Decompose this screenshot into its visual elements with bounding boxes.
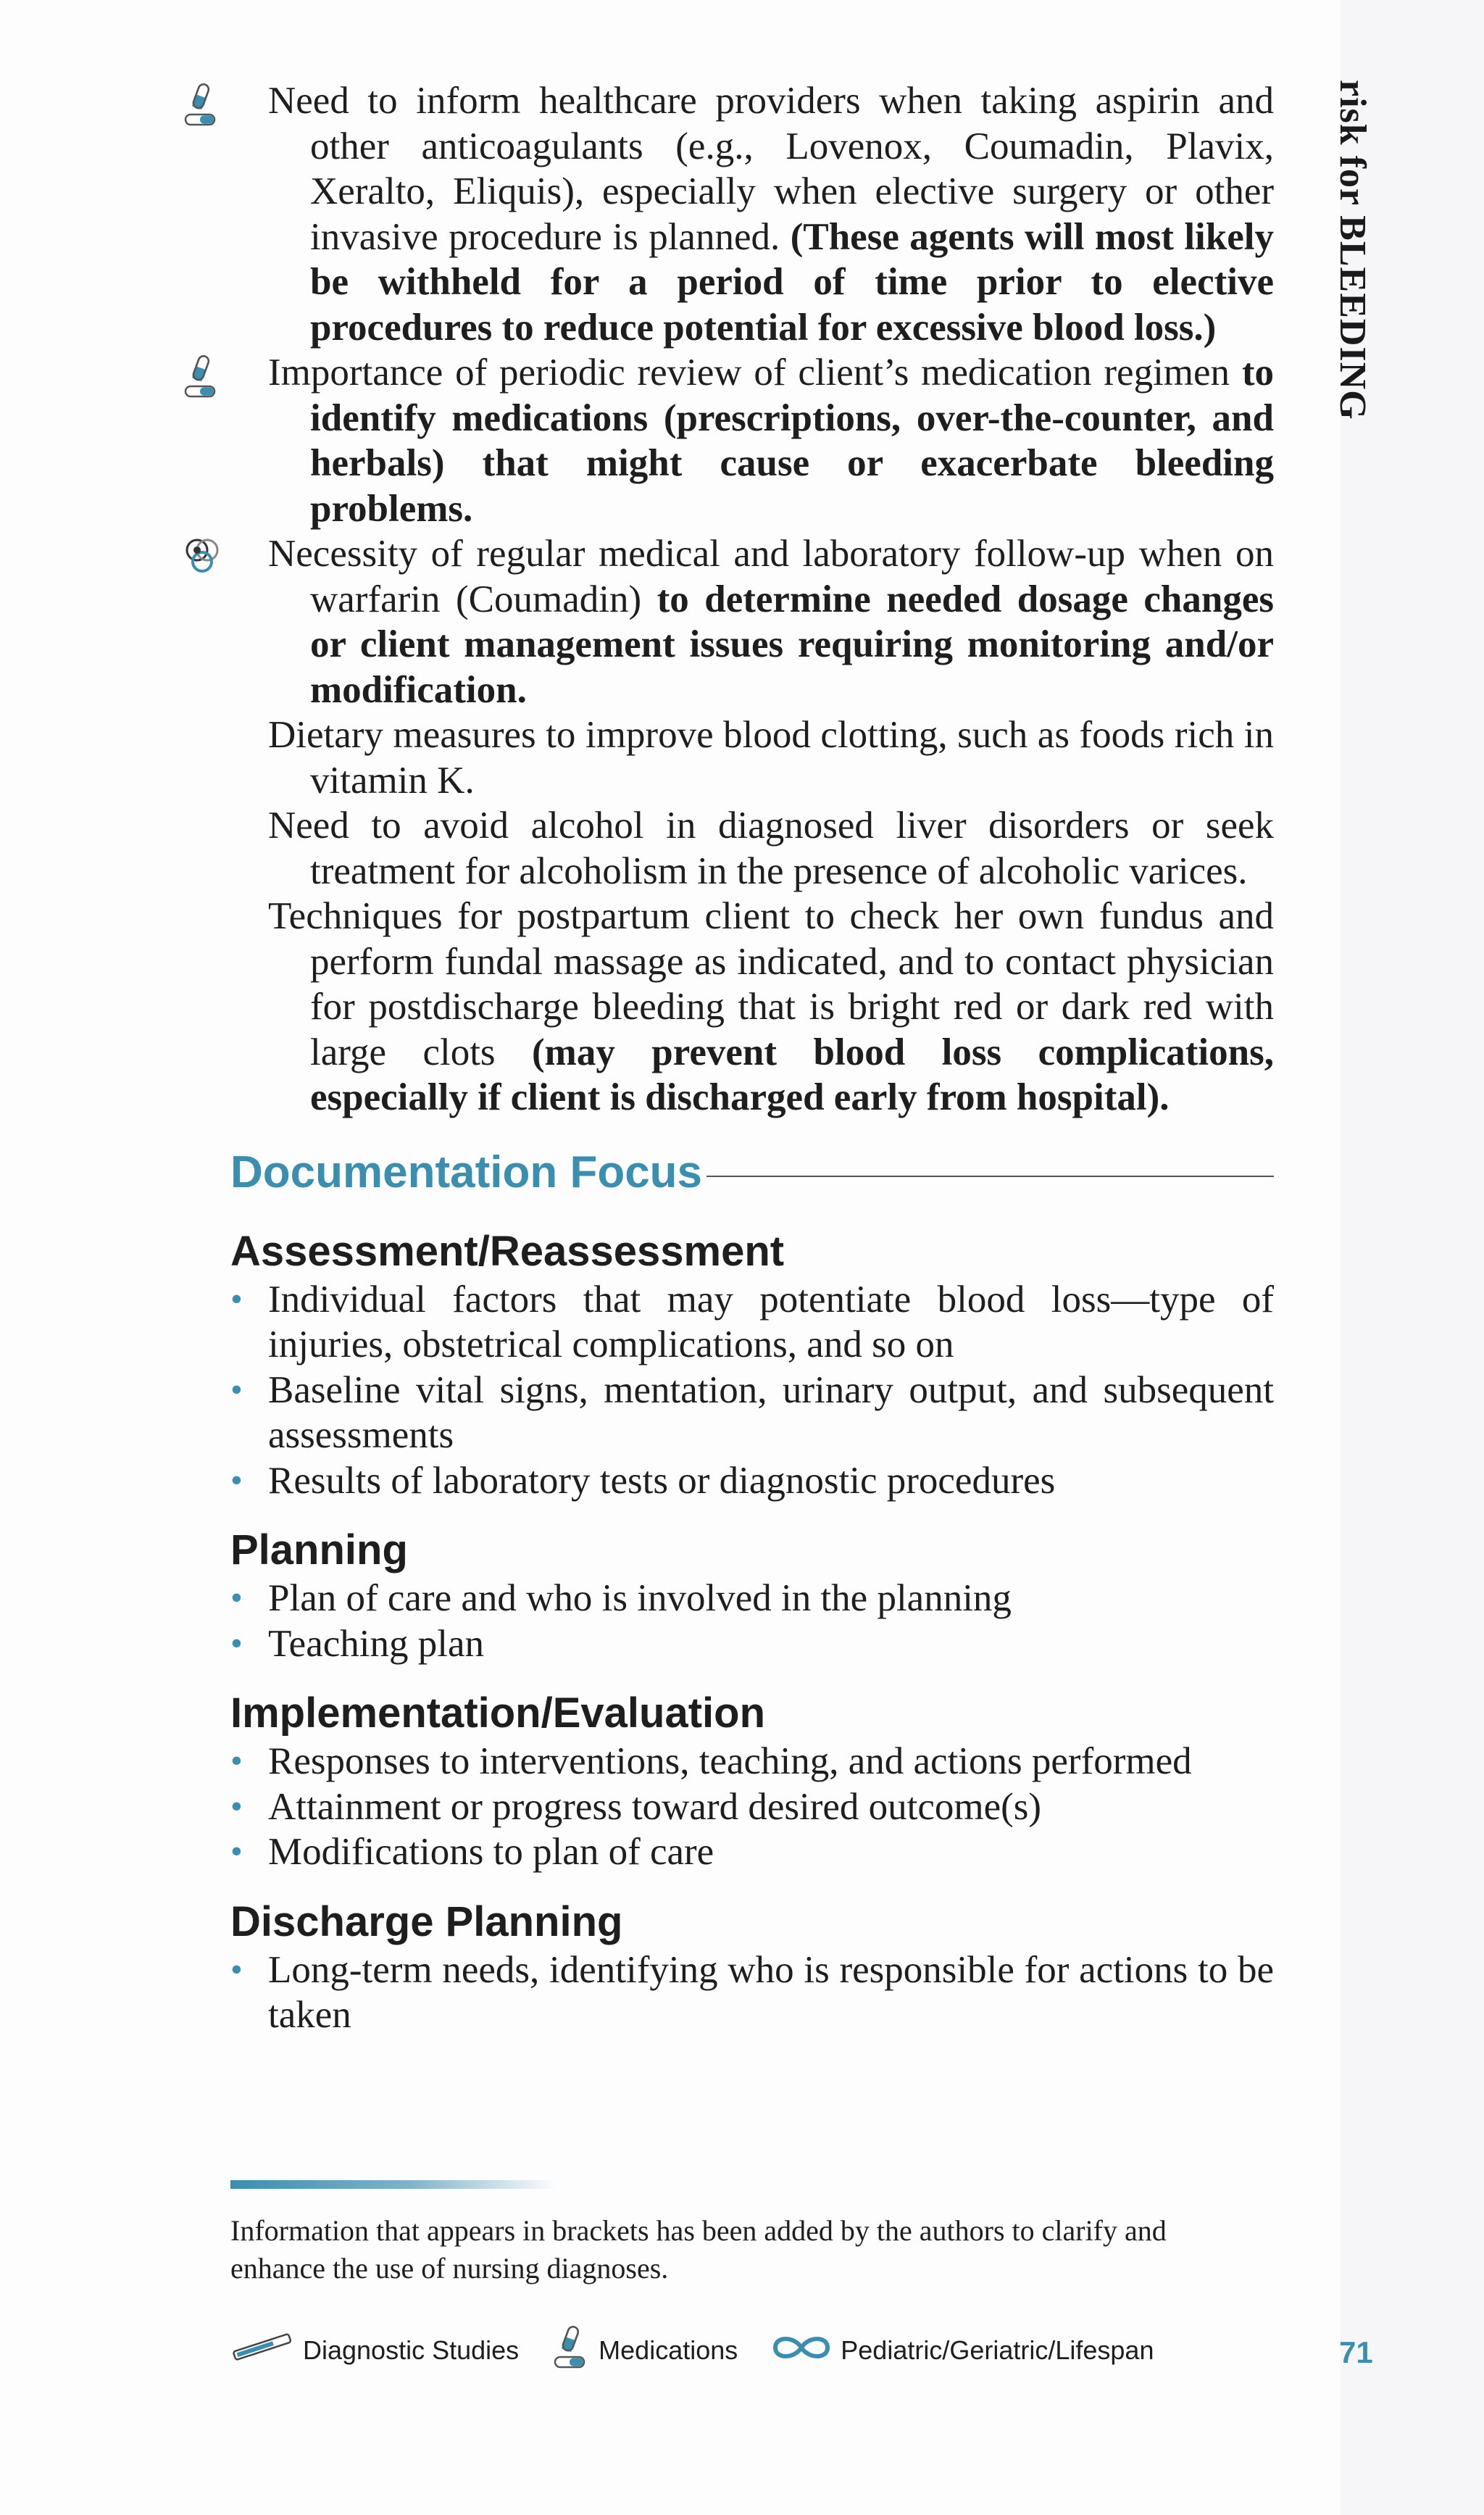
medications-icon [552,2325,590,2377]
collaborative-icon [183,536,220,581]
list-item: • Results of laboratory tests or diagnostic procedures [230,1458,1274,1504]
bullet-icon: • [230,1370,243,1409]
bullet-icon: • [230,1460,243,1500]
item-rationale: (may prevent blood loss complications, especially if client is discharged early from hospital). [310,1031,1274,1118]
subsection-heading: Assessment/Reassessment [230,1227,785,1275]
item-text: Dietary measures to improve blood clotting, such as foods rich in vitamin K. [268,714,1274,802]
list-item: • Modifications to plan of care [230,1829,1274,1875]
list-item: • Baseline vital signs, mentation, urinary output, and subsequent assessments [230,1368,1274,1456]
lifespan-icon [771,2333,832,2369]
legend-item [771,2333,1154,2369]
care-item [268,531,1274,712]
legend-label: Diagnostic Studies [303,2335,520,2365]
icon-legend [230,2327,1187,2374]
list-item: • Responses to interventions, teaching, and actions performed [230,1739,1274,1784]
item-text: Need to inform healthcare providers when taking aspirin and other anticoagulants (e.g., Lovenox, Coumadin, Plavix, Xeralto, Eliquis), especially when elective surgery or other invasive procedure is planned. [268,80,1274,258]
list-item: • Teaching plan [230,1621,1274,1667]
list-item: • Long-term needs, identifying who is responsible for actions to be taken [230,1948,1274,2036]
bullet-list [230,1277,1274,1504]
bullet-icon: • [230,1624,243,1663]
item-text: Importance of periodic review of client’s medication regimen [268,352,1242,394]
legend-item [230,2329,519,2372]
item-text: Need to avoid alcohol in diagnosed liver disorders or seek treatment for alcoholism in the presence of alcoholic varices. [268,805,1274,892]
item-rationale: to identify medications (prescriptions, over-the-counter, and herbals) that might cause or exacerbate bleeding problems. [310,352,1274,530]
item-rationale: to determine needed dosage changes or client management issues requiring monitoring and/or modification. [310,578,1274,711]
bullet-icon: • [230,1950,243,1989]
section-title: Documentation Focus [230,1147,706,1198]
legend-item [552,2325,738,2377]
footnote-accent-bar [230,2180,556,2189]
care-item [268,894,1274,1121]
medications-icon [183,83,220,128]
documentation-focus-header [230,1147,1274,1205]
legend-label: Pediatric/Geriatric/Lifespan [841,2335,1154,2365]
list-item: • Plan of care and who is involved in the planning [230,1576,1274,1621]
list-item: • Individual factors that may potentiate blood loss—type of injuries, obstetrical complications, and so on [230,1278,1274,1365]
bullet-icon: • [230,1742,243,1780]
subsection-heading: Implementation/Evaluation [230,1689,765,1737]
bullet-icon: • [230,1787,243,1826]
item-text: Techniques for postpartum client to check her own fundus and perform fundal massage as indicated, and to contact physician for postdischarge bleeding that is bright red or dark red with large clots [268,895,1274,1073]
legend-label: Medications [599,2335,738,2365]
bullet-icon: • [230,1579,243,1617]
item-text: Necessity of regular medical and laboratory follow-up when on warfarin (Coumadin) [268,533,1274,620]
subsection-heading: Planning [230,1526,408,1574]
medications-icon [183,354,220,399]
care-item [268,78,1274,350]
bullet-list [230,1739,1274,1875]
care-item [268,712,1274,803]
bullet-list [230,1576,1274,1666]
main-content [230,78,1274,2038]
care-item [268,350,1274,531]
page-number: 71 [1339,2335,1373,2369]
diagnostic-studies-icon [230,2329,294,2372]
bullet-icon: • [230,1279,243,1318]
item-rationale: (These agents will most likely be withheld for a period of time prior to elective procedures to reduce potential for excessive blood loss.) [310,215,1274,349]
side-tab-title: risk for BLEEDING [1332,80,1373,420]
bullet-list [230,1947,1274,2038]
care-item [268,803,1274,894]
list-item: • Attainment or progress toward desired outcome(s) [230,1784,1274,1830]
footnote: Information that appears in brackets has been added by the authors to clarify and enhance the use of nursing diagnoses. [230,2214,1167,2285]
bullet-icon: • [230,1832,243,1871]
subsection-heading: Discharge Planning [230,1897,623,1945]
